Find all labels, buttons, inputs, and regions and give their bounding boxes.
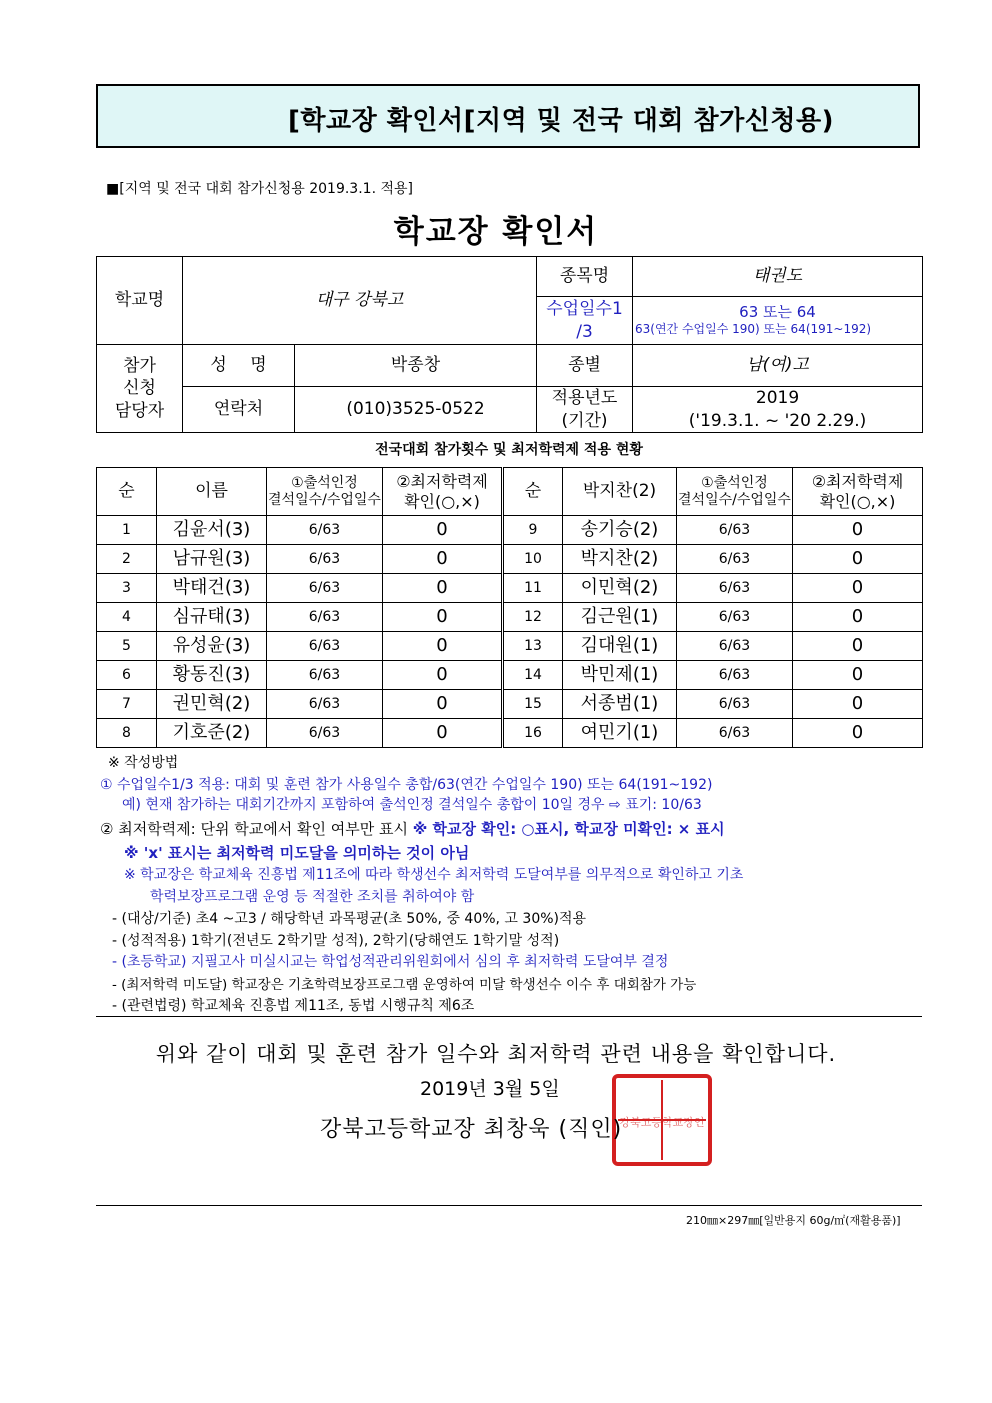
row-mark-2: 0 bbox=[793, 603, 923, 632]
row-mark: 0 bbox=[383, 516, 503, 545]
contact-label: 연락처 bbox=[183, 387, 295, 433]
year-label-2: (기간) bbox=[561, 410, 608, 431]
row-name: 권민혁(2) bbox=[157, 690, 267, 719]
year-value: 2019 bbox=[755, 388, 800, 409]
row-att: 6/63 bbox=[267, 516, 383, 545]
note-3: ※ 'x' 표시는 최저학력 미도달을 의미하는 것이 아님 bbox=[124, 844, 470, 862]
row-att-2: 6/63 bbox=[677, 632, 793, 661]
head-min-1: ②최저학력제 bbox=[396, 472, 488, 492]
apply-note: ■[지역 및 전국 대회 참가신청용 2019.3.1. 적용] bbox=[106, 181, 413, 197]
row-no-2: 14 bbox=[503, 661, 563, 690]
manager-label-1: 참가 bbox=[123, 356, 156, 377]
sport-label: 종목명 bbox=[537, 257, 633, 297]
row-name-2: 박지찬(2) bbox=[563, 545, 677, 574]
row-mark: 0 bbox=[383, 690, 503, 719]
row-no: 6 bbox=[97, 661, 157, 690]
head-no-2: 순 bbox=[503, 468, 563, 516]
row-mark: 0 bbox=[383, 545, 503, 574]
detail-2: - (성적적용) 1학기(전년도 2학기말 성적), 2학기(당해연도 1학기말 성적) bbox=[112, 933, 560, 949]
type-value: 남(여)고 bbox=[633, 345, 923, 387]
row-no: 3 bbox=[97, 574, 157, 603]
row-name: 남규원(3) bbox=[157, 545, 267, 574]
note-1: ① 수업일수1/3 적용: 대회 및 훈련 참가 사용일수 총합/63(연간 수업일수 190) 또는 64(191~192) bbox=[100, 777, 713, 793]
row-no-2: 15 bbox=[503, 690, 563, 719]
note-2b: ※ 학교장 확인: ○표시, 학교장 미확인: × 표시 bbox=[412, 820, 725, 838]
table-row bbox=[97, 632, 923, 661]
row-no: 2 bbox=[97, 545, 157, 574]
row-mark: 0 bbox=[383, 661, 503, 690]
row-name-2: 김근원(1) bbox=[563, 603, 677, 632]
row-att: 6/63 bbox=[267, 719, 383, 748]
name-value: 박종창 bbox=[295, 345, 537, 387]
signer-text: 강북고등학교장 최창욱 (직인) bbox=[320, 1117, 623, 1142]
row-att-2: 6/63 bbox=[677, 719, 793, 748]
row-no: 4 bbox=[97, 603, 157, 632]
detail-4: - (최저학력 미도달) 학교장은 기초학력보장프로그램 운영하여 미달 학생선수 이수 후 대회참가 가능 bbox=[112, 977, 697, 993]
row-mark-2: 0 bbox=[793, 719, 923, 748]
row-att-2: 6/63 bbox=[677, 661, 793, 690]
row-no-2: 16 bbox=[503, 719, 563, 748]
row-att: 6/63 bbox=[267, 632, 383, 661]
confirm-text: 위와 같이 대회 및 훈련 참가 일수와 최저학력 관련 내용을 확인합니다. bbox=[155, 1042, 837, 1066]
head-min bbox=[383, 468, 503, 516]
days-label-1: 수업일수1 bbox=[546, 299, 623, 320]
row-no: 5 bbox=[97, 632, 157, 661]
row-att: 6/63 bbox=[267, 661, 383, 690]
head-min2-1: ②최저학력제 bbox=[811, 472, 904, 492]
head-att-2: 결석일수/수업일수 bbox=[268, 491, 381, 508]
head-att bbox=[267, 468, 383, 516]
school-label: 학교명 bbox=[97, 257, 183, 345]
head-att-2col bbox=[677, 468, 793, 516]
name-label: 성 명 bbox=[183, 345, 295, 387]
title-banner bbox=[96, 84, 920, 148]
row-name-2: 송기승(2) bbox=[563, 516, 677, 545]
table-row bbox=[97, 719, 923, 748]
date-text: 2019년 3월 5일 bbox=[420, 1078, 560, 1100]
note-2 bbox=[100, 818, 725, 839]
type-label: 종별 bbox=[537, 345, 633, 387]
row-att: 6/63 bbox=[267, 603, 383, 632]
detail-1: - (대상/기준) 초4 ~고3 / 해당학년 과목평균(초 50%, 중 40%, 고 30%)적용 bbox=[112, 911, 587, 927]
school-value: 대구 강북고 bbox=[183, 257, 537, 345]
row-no-2: 10 bbox=[503, 545, 563, 574]
row-mark: 0 bbox=[383, 719, 503, 748]
row-no-2: 11 bbox=[503, 574, 563, 603]
row-att: 6/63 bbox=[267, 690, 383, 719]
row-no-2: 9 bbox=[503, 516, 563, 545]
footer-divider bbox=[96, 1205, 922, 1206]
manager-label bbox=[97, 345, 183, 433]
row-att-2: 6/63 bbox=[677, 545, 793, 574]
manager-label-2: 신청 bbox=[123, 378, 156, 399]
head-att2-2: 결석일수/수업일수 bbox=[678, 491, 791, 508]
days-note: 63(연간 수업일수 190) 또는 64(191~192) bbox=[635, 322, 872, 337]
manager-label-3: 담당자 bbox=[114, 400, 165, 421]
note-2a: ② 최저학력제: 단위 학교에서 확인 여부만 표시 bbox=[100, 820, 408, 838]
row-name-2: 김대원(1) bbox=[563, 632, 677, 661]
row-name-2: 서종범(1) bbox=[563, 690, 677, 719]
year-label bbox=[537, 387, 633, 433]
year-period: ('19.3.1. ~ '20 2.29.) bbox=[688, 410, 867, 431]
head-min-2: 확인(○,×) bbox=[404, 491, 480, 511]
row-name-2: 이민혁(2) bbox=[563, 574, 677, 603]
footer-text: 210㎜×297㎜[일반용지 60g/㎡(재활용품)] bbox=[686, 1214, 901, 1227]
row-no: 8 bbox=[97, 719, 157, 748]
row-name: 황동진(3) bbox=[157, 661, 267, 690]
head-name-2: 박지찬(2) bbox=[563, 468, 677, 516]
table-row bbox=[97, 545, 923, 574]
table-row bbox=[97, 661, 923, 690]
head-no: 순 bbox=[97, 468, 157, 516]
row-att: 6/63 bbox=[267, 545, 383, 574]
days-value-cell bbox=[633, 297, 923, 345]
note-1b: 예) 현재 참가하는 대회기간까지 포함하여 출석인정 결석일수 총합이 10일 경우 ⇨ 표기: 10/63 bbox=[122, 797, 702, 813]
detail-3: - (초등학교) 지필고사 미실시교는 학업성적관리위원회에서 심의 후 최저학력 도달여부 결정 bbox=[112, 954, 669, 970]
table-row bbox=[97, 574, 923, 603]
note-4b: 학력보장프로그램 운영 등 적절한 조치를 취하여야 함 bbox=[150, 889, 475, 905]
banner-title: [학교장 확인서[지역 및 전국 대회 참가신청용) bbox=[288, 106, 834, 136]
row-mark-2: 0 bbox=[793, 545, 923, 574]
row-name-2: 여민기(1) bbox=[563, 719, 677, 748]
row-name: 박태건(3) bbox=[157, 574, 267, 603]
detail-5: - (관련법령) 학교체육 진흥법 제11조, 동법 시행규칙 제6조 bbox=[112, 998, 475, 1014]
row-name: 기호준(2) bbox=[157, 719, 267, 748]
table-row bbox=[97, 690, 923, 719]
row-att-2: 6/63 bbox=[677, 603, 793, 632]
row-name: 심규태(3) bbox=[157, 603, 267, 632]
days-value: 63 또는 64 bbox=[739, 302, 816, 321]
row-mark: 0 bbox=[383, 574, 503, 603]
row-name-2: 박민제(1) bbox=[563, 661, 677, 690]
row-att-2: 6/63 bbox=[677, 516, 793, 545]
sport-value: 태권도 bbox=[633, 257, 923, 297]
row-mark-2: 0 bbox=[793, 690, 923, 719]
row-name: 유성윤(3) bbox=[157, 632, 267, 661]
doc-title: 학교장 확인서 bbox=[393, 214, 599, 250]
notes-heading: ※ 작성방법 bbox=[108, 755, 179, 771]
row-no: 1 bbox=[97, 516, 157, 545]
notes-divider bbox=[96, 1016, 922, 1017]
row-mark-2: 0 bbox=[793, 661, 923, 690]
note-4a: ※ 학교장은 학교체육 진흥법 제11조에 따라 학생선수 최저학력 도달여부를 의무적으로 확인하고 기초 bbox=[124, 867, 744, 883]
head-name: 이름 bbox=[157, 468, 267, 516]
days-label-2: /3 bbox=[576, 321, 593, 342]
head-min2-2: 확인(○,×) bbox=[819, 491, 896, 511]
row-mark: 0 bbox=[383, 632, 503, 661]
official-seal bbox=[612, 1074, 712, 1166]
table-row bbox=[97, 603, 923, 632]
row-name: 김윤서(3) bbox=[157, 516, 267, 545]
row-mark-2: 0 bbox=[793, 516, 923, 545]
row-mark: 0 bbox=[383, 603, 503, 632]
seal-text: 강북고등학교장인 bbox=[619, 1116, 705, 1129]
row-no-2: 13 bbox=[503, 632, 563, 661]
year-value-cell bbox=[633, 387, 923, 433]
head-min-2col bbox=[793, 468, 923, 516]
days-label bbox=[537, 297, 633, 345]
row-att: 6/63 bbox=[267, 574, 383, 603]
info-table bbox=[96, 256, 923, 433]
roster-table bbox=[96, 467, 923, 748]
year-label-1: 적용년도 bbox=[551, 388, 618, 409]
row-no: 7 bbox=[97, 690, 157, 719]
row-att-2: 6/63 bbox=[677, 574, 793, 603]
head-att-1: ①출석인정 bbox=[291, 475, 358, 492]
row-mark-2: 0 bbox=[793, 632, 923, 661]
roster-title: 전국대회 참가횟수 및 최저학력제 적용 현황 bbox=[375, 442, 643, 458]
contact-value: (010)3525-0522 bbox=[295, 387, 537, 433]
row-att-2: 6/63 bbox=[677, 690, 793, 719]
head-att2-1: ①출석인정 bbox=[701, 475, 768, 492]
row-no-2: 12 bbox=[503, 603, 563, 632]
row-mark-2: 0 bbox=[793, 574, 923, 603]
table-row bbox=[97, 516, 923, 545]
